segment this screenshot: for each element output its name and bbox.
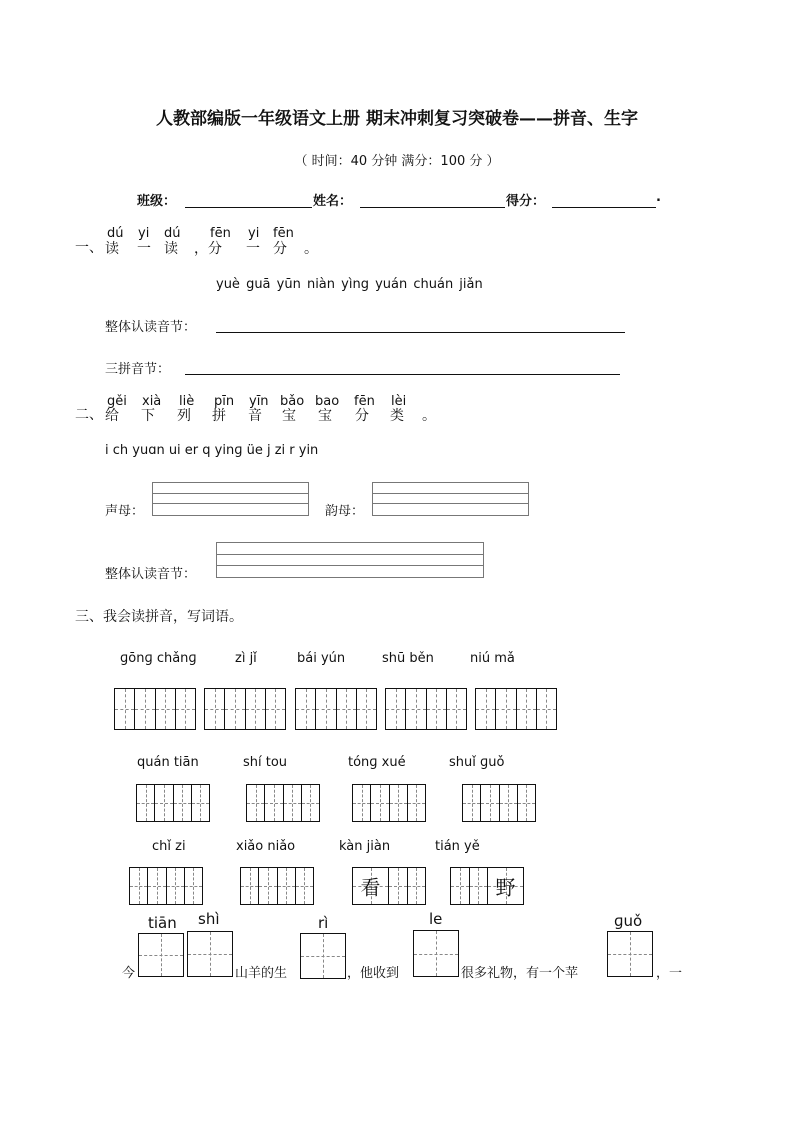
word-writing-grid[interactable] [385, 688, 467, 730]
section1-pinyin: dú [164, 226, 181, 241]
section1-char: 一 [246, 241, 260, 257]
word-writing-grid-kanjian[interactable] [352, 867, 426, 905]
section2-char: 宝 [318, 408, 332, 424]
section1-pinyin: fēn [210, 226, 231, 241]
sentence-text: ，一 [656, 966, 683, 981]
score-field[interactable] [552, 207, 656, 208]
exam-subtitle: （ 时间：40 分钟 满分：100 分 ） [294, 154, 500, 169]
name-label: 姓名： [313, 194, 353, 209]
syllable-list: yuè guā yūn niàn yìng yuán chuán jiǎn [216, 277, 483, 292]
word-pinyin: shū běn [382, 651, 434, 666]
section1-char: 。 [304, 241, 318, 257]
word-pinyin: bái yún [297, 651, 346, 666]
section3-title: 三、我会读拼音，写词语。 [75, 609, 243, 625]
class-field[interactable] [185, 207, 312, 208]
section1-pinyin: fēn [273, 226, 294, 241]
sentence-text: 山羊的生 [235, 966, 288, 981]
word-pinyin: tián yě [435, 839, 480, 854]
word-writing-grid[interactable] [136, 784, 210, 822]
section2-char: 音 [248, 408, 262, 424]
sentence-pinyin: shì [198, 910, 220, 928]
section2-char: 分 [355, 408, 369, 424]
whole-syllable-label-2: 整体认读音节： [105, 567, 197, 582]
word-writing-grid[interactable] [462, 784, 536, 822]
word-writing-grid[interactable] [475, 688, 557, 730]
section2-char: 下 [141, 408, 155, 424]
section1-char: ，分 [194, 241, 222, 257]
class-label: 班级： [137, 194, 177, 209]
section2-pinyin: yīn [249, 394, 269, 409]
tianzige-box[interactable] [138, 933, 184, 977]
three-part-syllable-label: 三拼音节： [105, 362, 171, 377]
initials-label: 声母： [105, 504, 145, 519]
pinyin-items-list: i ch yuɑn ui er q yinɡ üe j zi r yin [105, 443, 319, 458]
score-end-mark: . [656, 190, 661, 205]
section1-pinyin: dú [107, 226, 124, 241]
word-pinyin: zì jǐ [235, 651, 257, 666]
word-writing-grid[interactable] [352, 784, 426, 822]
section1-char: 一 [137, 241, 151, 257]
section1-number: 一、 [75, 240, 103, 256]
word-writing-grid[interactable] [129, 867, 203, 905]
section2-pinyin: xià [142, 394, 162, 409]
word-pinyin: xiǎo niǎo [236, 839, 296, 854]
word-writing-grid[interactable] [204, 688, 286, 730]
section2-pinyin: bao [315, 394, 340, 409]
word-writing-grid[interactable] [114, 688, 196, 730]
filled-character-ye: 野 [495, 875, 516, 900]
section2-char: 给 [105, 408, 119, 424]
word-pinyin: quán tiān [137, 755, 199, 770]
word-pinyin: tónɡ xué [348, 755, 406, 770]
section2-number: 二、 [75, 407, 103, 423]
section1-char: 分 [273, 241, 287, 257]
sentence-pinyin: tiān [148, 914, 177, 932]
section2-pinyin: lèi [391, 394, 407, 409]
tianzige-box[interactable] [413, 930, 459, 977]
section1-char: 读 [164, 241, 178, 257]
sentence-text: ，他收到 [347, 966, 400, 981]
section2-char: 列 [177, 408, 191, 424]
section2-pinyin: liè [179, 394, 195, 409]
name-field[interactable] [360, 207, 505, 208]
sentence-text: 今 [122, 966, 136, 981]
section2-pinyin: pīn [214, 394, 235, 409]
whole-syllable-answer-line[interactable] [216, 332, 625, 333]
word-writing-grid-tianye[interactable] [450, 867, 524, 905]
sentence-pinyin: le [429, 910, 443, 928]
word-writing-grid[interactable] [295, 688, 377, 730]
filled-character-kan: 看 [360, 875, 381, 900]
section2-char: 。 [422, 408, 436, 424]
section2-char: 类 [390, 408, 404, 424]
word-pinyin: kàn jiàn [339, 839, 391, 854]
section2-pinyin: gěi [107, 394, 127, 409]
section1-pinyin: yi [138, 226, 150, 241]
sentence-pinyin: ɡuǒ [614, 912, 643, 930]
word-pinyin: niú mǎ [470, 651, 515, 666]
section2-char: 拼 [212, 408, 226, 424]
word-writing-grid[interactable] [240, 867, 314, 905]
word-pinyin: shuǐ ɡuǒ [449, 755, 505, 770]
finals-answer-box[interactable] [372, 482, 529, 516]
tianzige-box[interactable] [187, 931, 233, 977]
sentence-pinyin: rì [318, 914, 329, 932]
whole-syllable-label: 整体认读音节： [105, 320, 197, 335]
sentence-text: 很多礼物，有一个苹 [461, 966, 579, 981]
word-pinyin: ɡōnɡ chǎnɡ [120, 651, 197, 666]
section2-pinyin: fēn [354, 394, 375, 409]
section1-char: 读 [105, 241, 119, 257]
tianzige-box[interactable] [300, 933, 346, 979]
score-label: 得分： [506, 194, 546, 209]
word-pinyin: shí tou [243, 755, 288, 770]
section2-pinyin: bǎo [280, 394, 305, 409]
page-title: 人教部编版一年级语文上册 期末冲刺复习突破卷——拼音、生字 [156, 109, 638, 129]
word-pinyin: chǐ zi [152, 839, 186, 854]
section2-char: 宝 [282, 408, 296, 424]
tianzige-box[interactable] [607, 931, 653, 977]
three-part-syllable-answer-line[interactable] [185, 374, 620, 375]
initials-answer-box[interactable] [152, 482, 309, 516]
finals-label: 韵母： [325, 504, 365, 519]
word-writing-grid[interactable] [246, 784, 320, 822]
whole-syllable-answer-box[interactable] [216, 542, 484, 578]
section1-pinyin: yi [248, 226, 260, 241]
